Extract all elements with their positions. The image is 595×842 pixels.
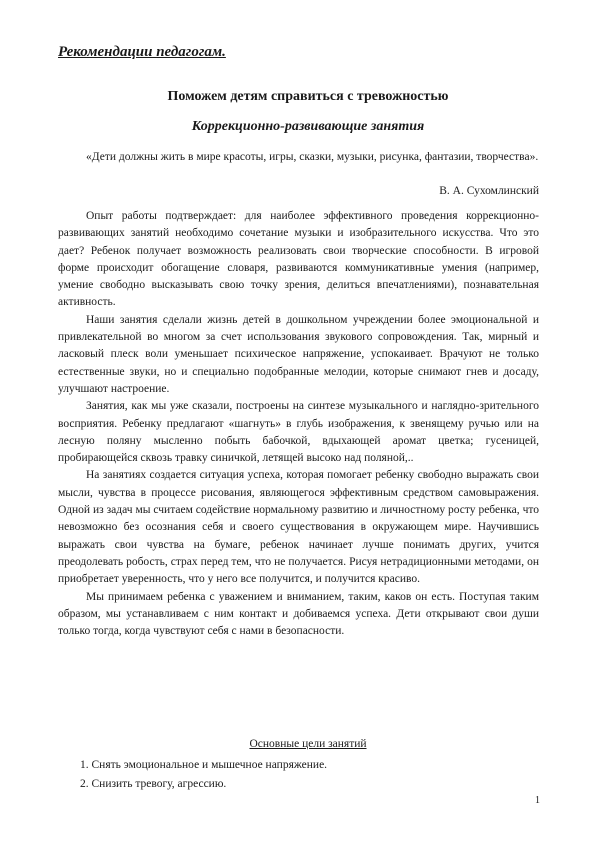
- paragraph: Мы принимаем ребенка с уважением и вниманием, таким, каков он есть. Поступая таким образом, мы устанавливаем с ним контакт и добиваемся успеха. Дети открывают свои души только тогда, когда чувствуют себя с нами в безопасности.: [58, 590, 539, 638]
- epigraph-author: В. А. Сухомлинский: [439, 185, 539, 197]
- body-text: [58, 208, 539, 640]
- paragraph: Занятия, как мы уже сказали, построены на синтезе музыкального и наглядно-зрительного восприятия. Ребенку предлагают «шагнуть» в глубь изображения, к звенящему ручью или на лесную поляну мысленно побыть бабочкой, вдыхающей аромат цветка; гусеницей, пробирающейся сквозь травку синичкой, летящей высоко над поляной,..: [58, 400, 539, 465]
- goals-heading: Основные цели занятий: [249, 738, 367, 750]
- goal-item: 1. Снять эмоциональное и мышечное напряжение.: [80, 759, 328, 771]
- epigraph-quote: «Дети должны жить в мире красоты, игры, сказки, музыки, рисунка, фантазии, творчества».: [86, 151, 539, 163]
- page-number: 1: [535, 795, 540, 806]
- paragraph: На занятиях создается ситуация успеха, которая помогает ребенку свободно выражать свои мысли, чувства в процессе рисования, являющегося эффективным средством самовыражения. Одной из задач мы считаем содействие нормальному развитию и личностному росту ребенка, что невозможно без осознания себя и своего существования в окружающем мире. Научившись выражать свои чувства на бумаге, ребенок начинает лучше понимать других, учится преодолевать робость, страх перед тем, что не получается. Рисуя нетрадиционными методами, он приобретает уверенность, что у него все получится, и получится красиво.: [58, 469, 539, 586]
- goals-list: [80, 756, 327, 794]
- document-subtitle: Коррекционно-развивающие занятия: [191, 119, 425, 134]
- goal-item: 2. Снизить тревогу, агрессию.: [80, 778, 227, 790]
- header: Рекомендации педагогам.: [58, 44, 226, 60]
- paragraph: Опыт работы подтверждает: для наиболее эффективного проведения коррекционно-развивающих занятий необходимо сочетание музыки и изобразительного искусства. Что это дает? Ребенок получает возможность реализовать свои творческие способности. В игровой форме происходит обогащение словаря, развиваются коммуникативные умения (например, умение свободно высказывать свою точку зрения, делиться впечатлениями), познавательная активность.: [58, 210, 539, 309]
- document-title: Поможем детям справиться с тревожностью: [167, 89, 449, 104]
- paragraph: Наши занятия сделали жизнь детей в дошкольном учреждении более эмоциональной и привлекательной во многом за счет использования звукового сопровождения. Так, мирный и ласковый плеск воли уменьшает психическое напряжение, успокаивает. Врачуют не только естественные звуки, но и специально подобранные мелодии, которые снимают гнев и досаду, улучшают настроение.: [58, 313, 539, 395]
